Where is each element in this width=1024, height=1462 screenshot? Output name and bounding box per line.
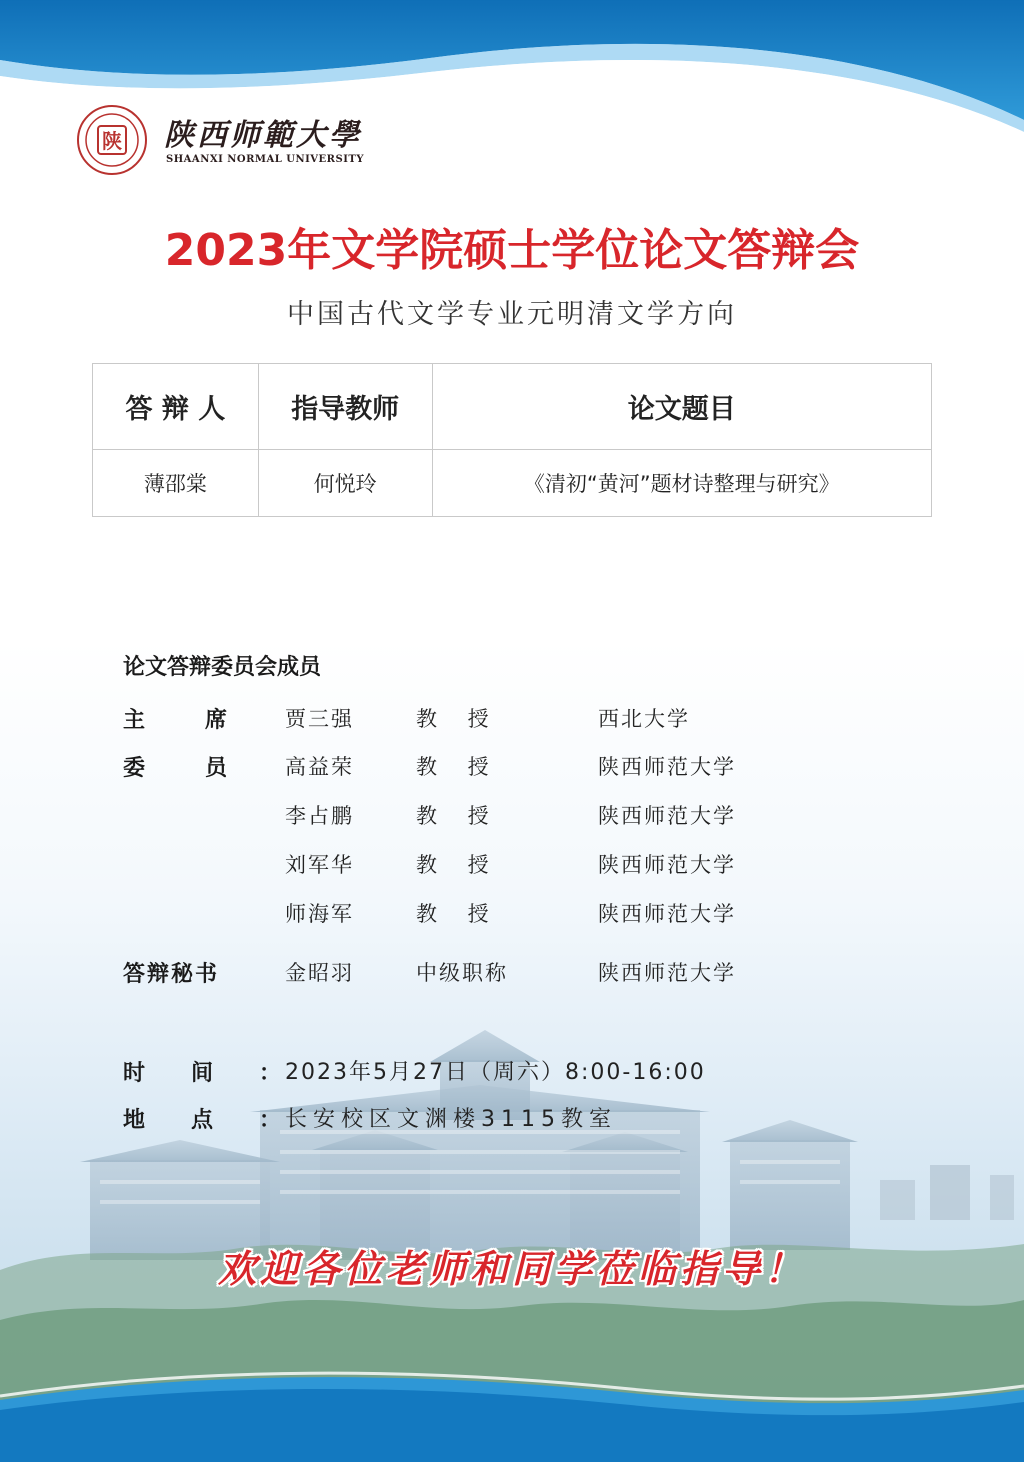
university-name-en: SHAANXI NORMAL UNIVERSITY bbox=[166, 154, 364, 165]
cell-defender: 薄邵棠 bbox=[93, 450, 259, 517]
building-tower-3 bbox=[990, 1175, 1014, 1220]
committee-title: 论文答辩委员会成员 bbox=[123, 655, 322, 680]
defense-table bbox=[92, 363, 932, 517]
secretary-name: 金昭羽 bbox=[285, 961, 354, 985]
member-org: 陕西师范大学 bbox=[598, 902, 736, 926]
cell-advisor: 何悦玲 bbox=[258, 450, 432, 517]
table-header-row bbox=[93, 364, 932, 450]
header-advisor: 指导教师 bbox=[258, 364, 432, 450]
chair-role-label bbox=[123, 703, 288, 734]
members-role-label bbox=[123, 751, 288, 782]
secretary-org: 陕西师范大学 bbox=[598, 961, 736, 985]
members-role-text: 委员 bbox=[123, 756, 288, 781]
member-title: 教 授 bbox=[416, 853, 501, 877]
chair-title: 教 授 bbox=[416, 707, 501, 731]
chair-role-text: 主席 bbox=[123, 708, 288, 733]
university-seal-icon bbox=[76, 104, 148, 176]
chair-org: 西北大学 bbox=[598, 707, 690, 731]
poster-subtitle: 中国古代文学专业元明清文学方向 bbox=[287, 299, 737, 330]
member-org: 陕西师范大学 bbox=[598, 853, 736, 877]
member-title: 教 授 bbox=[416, 902, 501, 926]
welcome-slogan: 欢迎各位老师和同学莅临指导！ bbox=[217, 1246, 806, 1291]
place-label-text: 地点 bbox=[123, 1108, 260, 1133]
member-name: 刘军华 bbox=[285, 853, 354, 877]
poster-title: 2023年文学院硕士学位论文答辩会 bbox=[164, 225, 860, 276]
place-colon: ： bbox=[259, 1108, 282, 1133]
svg-text:陕: 陕 bbox=[102, 129, 122, 153]
university-logo bbox=[76, 104, 366, 174]
member-org: 陕西师范大学 bbox=[598, 804, 736, 828]
place-value: 长安校区文渊楼3115教室 bbox=[285, 1107, 617, 1132]
header-thesis: 论文题目 bbox=[432, 364, 931, 450]
table-row bbox=[93, 450, 932, 517]
secretary-role-label: 答辩秘书 bbox=[123, 962, 220, 987]
time-label-text: 时间 bbox=[123, 1061, 260, 1086]
time-label bbox=[123, 1056, 282, 1087]
university-name-cn: 陕西师範大學 bbox=[164, 118, 362, 153]
header-defender: 答 辩 人 bbox=[93, 364, 259, 450]
secretary-title: 中级职称 bbox=[416, 961, 508, 985]
building-tower-1 bbox=[930, 1165, 970, 1220]
member-org: 陕西师范大学 bbox=[598, 755, 736, 779]
time-colon: ： bbox=[259, 1061, 282, 1086]
member-name: 高益荣 bbox=[285, 755, 354, 779]
member-name: 师海军 bbox=[285, 902, 354, 926]
place-label bbox=[123, 1103, 282, 1134]
cell-thesis: 《清初“黄河”题材诗整理与研究》 bbox=[432, 450, 931, 517]
building-tower-2 bbox=[880, 1180, 915, 1220]
member-title: 教 授 bbox=[416, 755, 501, 779]
time-value: 2023年5月27日（周六）8:00-16:00 bbox=[285, 1060, 706, 1085]
member-name: 李占鹏 bbox=[285, 804, 354, 828]
chair-name: 贾三强 bbox=[285, 707, 354, 731]
member-title: 教 授 bbox=[416, 804, 501, 828]
